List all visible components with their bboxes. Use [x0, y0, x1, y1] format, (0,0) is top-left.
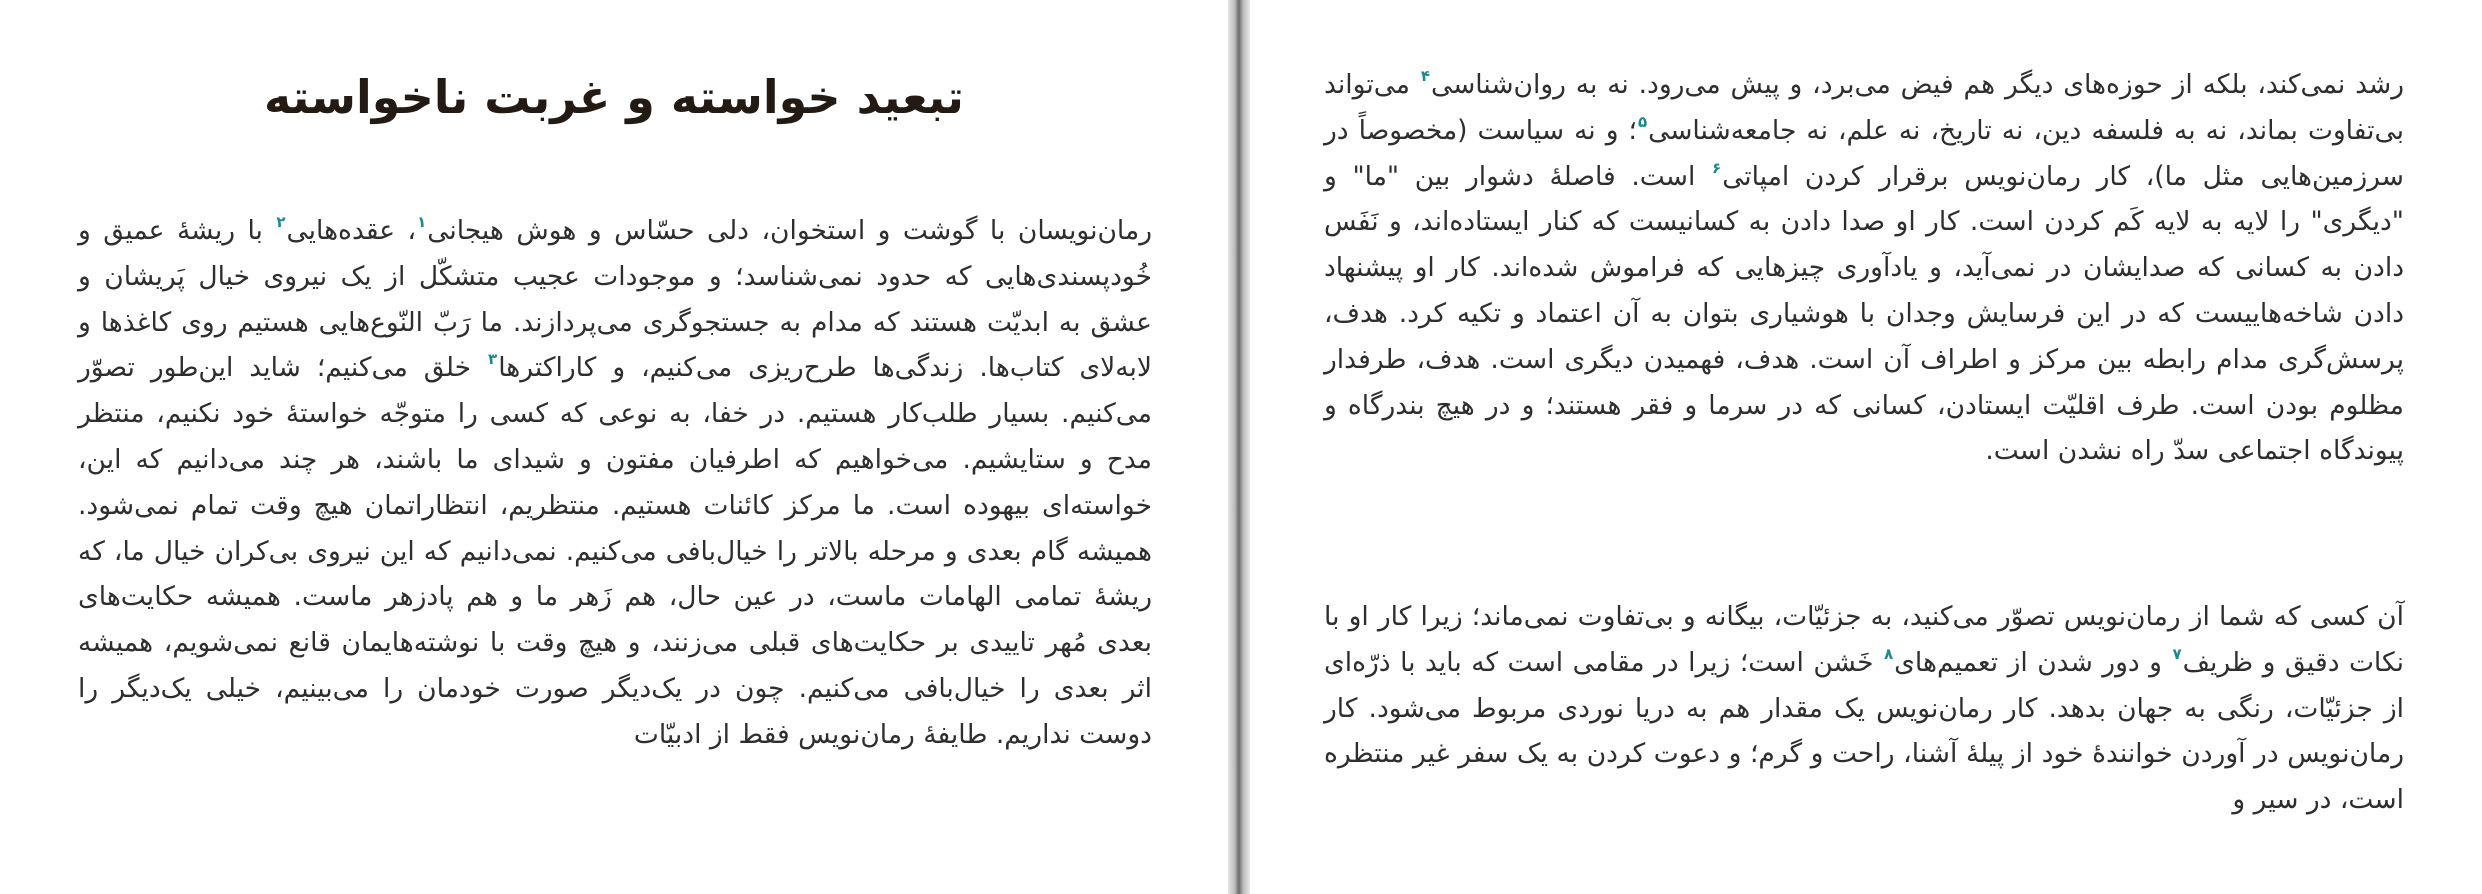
- text-run: ، عقده‌هایی: [286, 215, 417, 246]
- footnote-marker-5[interactable]: ۵: [1637, 112, 1648, 131]
- right-page-paragraph-1: [1324, 62, 2404, 474]
- footnote-marker-2[interactable]: ۲: [276, 213, 286, 231]
- text-run: ؛ و نه سیاست (مخصوصاً در سرزمین‌هایی مثل ما)، کار رمان‌نویس برقرار کردن امپاتی: [1324, 114, 2404, 192]
- right-page-paragraph-2: [1324, 594, 2404, 823]
- footnote-marker-3[interactable]: ۳: [488, 350, 498, 369]
- footnote-marker-4[interactable]: ۴: [1420, 67, 1430, 85]
- text-run: می‌تواند بی‌تفاوت بماند، نه به فلسفه دین، نه تاریخ، نه علم، نه جامعه‌شناسی: [1324, 69, 2405, 146]
- footnote-marker-7[interactable]: ۷: [2172, 644, 2182, 663]
- text-run: رشد نمی‌کند، بلکه از حوزه‌های دیگر هم فیض می‌برد، و پیش می‌رود. نه به روان‌شناسی: [1430, 69, 2405, 100]
- left-page: [0, 0, 1228, 894]
- chapter-title: تبعید خواسته و غربت ناخواسته: [264, 70, 964, 124]
- footnote-marker-1[interactable]: ۱: [417, 213, 427, 231]
- footnote-marker-8[interactable]: ۸: [1884, 644, 1894, 663]
- text-run: خَشن است؛ زیرا در مقامی است که باید با ذرّه‌ای از جزئیّات، رنگی به جهان بدهد. کار رمان‌نویس یک مقدار هم به دریا نوردی مربوط می‌شود. کار رمان‌نویس در آوردن خوانندهٔ خود از پیلهٔ آشنا، راحت و گرم؛ و دعوت کردن به یک سفر غیر منتظره است، در سیر و: [1324, 646, 2404, 816]
- left-page-paragraph: [78, 208, 1152, 758]
- text-run: است. فاصلهٔ دشوار بین "ما" و "دیگری" را لایه به لایه کَم کردن است. کار او صدا دادن به کسانیست که کنار ایستاده‌اند، و نَفَس دادن به کسانی که صدایشان در نمی‌آید، و یادآوری چیزهایی که فراموش شده‌اند. کار او پیشنهاد دادن شاخه‌هاییست که در این فرسایش وجدان با هوشیاری بتوان به آن اعتماد و تکیه کرد. هدف، پرسش‌گری مدام رابطه بین مرکز و اطراف آن است. هدف، فهمیدن دیگری است. هدف، طرفدار مظلوم بودن است. طرف اقلیّت ایستادن، کسانی که در سرما و فقر هستند؛ و در هیچ بندرگاه و پیوندگاه اجتماعی سدّ راه نشدن است.: [1324, 160, 2404, 467]
- right-page: [1250, 0, 2482, 894]
- text-run: با ریشهٔ عمیق و خُودپسندی‌هایی که حدود نمی‌شناسد؛ و موجودات عجیب متشکّل از یک نیروی خیال پَریشان و عشق به ابدیّت هستند که مدام به جستجوگری می‌پردازند. ما رَبّ النّوع‌هایی هستیم روی کاغذها و لابه‌لای کتاب‌ها. زندگی‌ها طرح‌ریزی می‌کنیم، و کاراکترها: [78, 215, 1152, 384]
- text-run: رمان‌نویسان با گوشت و استخوان، دلی حسّاس و هوش هیجانی: [427, 215, 1152, 246]
- text-run: آن کسی که شما از رمان‌نویس تصوّر می‌کنید، به جزئیّات، بیگانه و بی‌تفاوت نمی‌ماند؛ زیرا کار او با نکات دقیق و ظریف: [1324, 601, 2405, 678]
- page-gutter: [1228, 0, 1250, 894]
- footnote-marker-6[interactable]: ۶: [1712, 158, 1722, 177]
- text-run: و دور شدن از تعمیم‌های: [1894, 646, 2172, 678]
- text-run: خلق می‌کنیم؛ شاید این‌طور تصوّر می‌کنیم. بسیار طلب‌کار هستیم. در خفا، به نوعی که کسی را متوجّه خواستهٔ خود نکنیم، منتظر مدح و ستایشیم. می‌خواهیم که اطرفیان مفتون و شیدای ما باشند، هر چند می‌دانیم که این، خواسته‌ای بیهوده است. ما مرکز کائنات هستیم. منتظریم، انتظاراتمان هیچ وقت تمام نمی‌شود. همیشه گام بعدی و مرحله بالاتر را خیال‌بافی می‌کنیم. نمی‌دانیم که این نیروی بی‌کران خیال ما، که ریشهٔ تمامی الهامات ماست، در عین حال، هم زَهر ما و هم پادزهر ماست. همیشه حکایت‌های بعدی مُهر تاییدی بر حکایت‌های قبلی می‌زنند، و هیچ وقت با نوشته‌هایمان قانع نمی‌شویم، همیشه اثر بعدی را خیال‌بافی می‌کنیم. چون در یک‌دیگر صورت خودمان را می‌بینیم، خیلی یک‌دیگر را دوست نداریم. طایفهٔ رمان‌نویس فقط از ادبیّات: [78, 352, 1152, 750]
